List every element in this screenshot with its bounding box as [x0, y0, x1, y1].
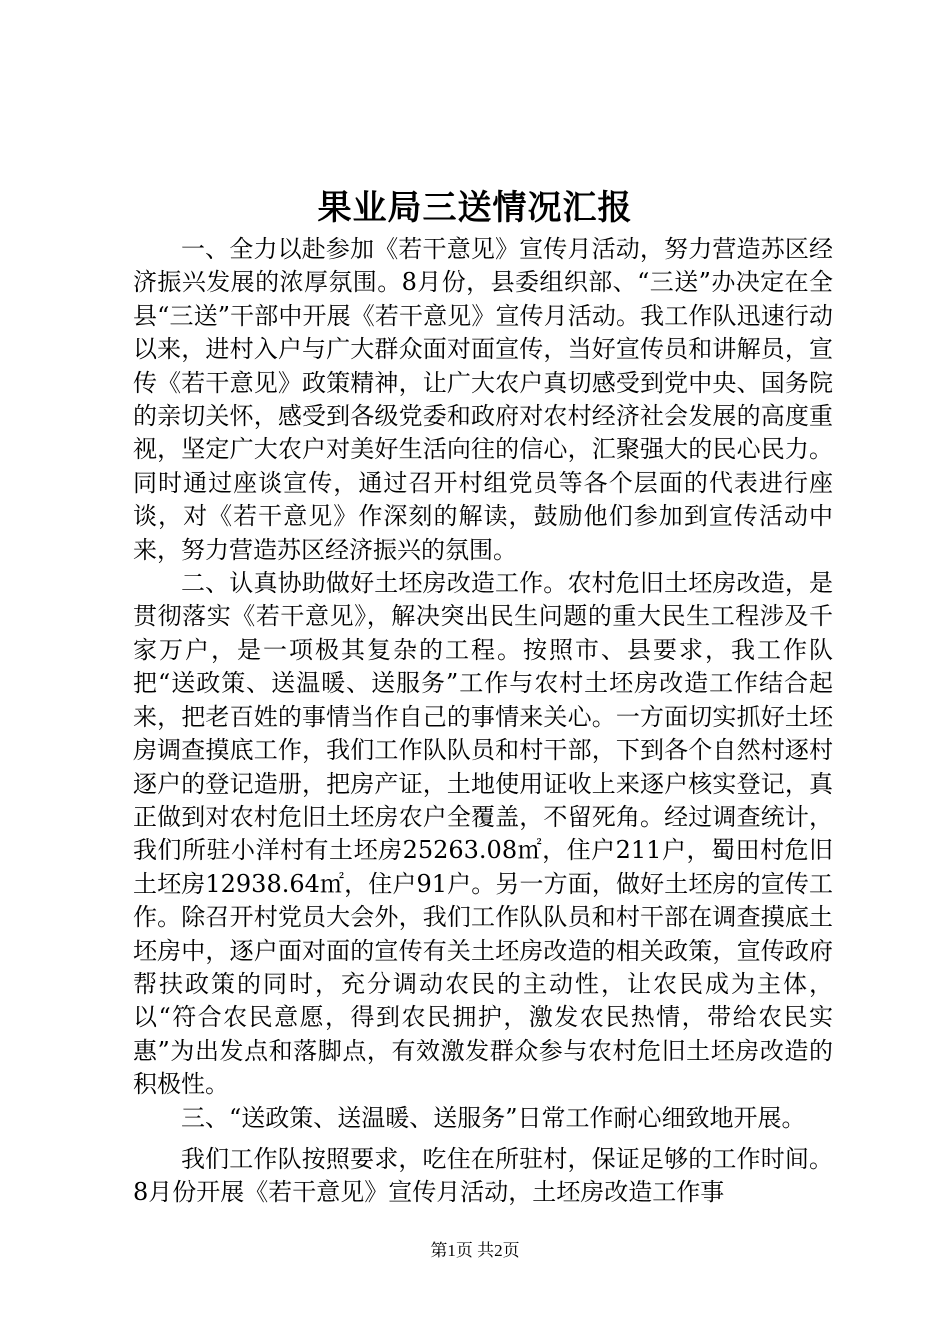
page-footer: 第1页 共2页	[430, 1241, 520, 1260]
document-body	[133, 233, 833, 1210]
document-title: 果业局三送情况汇报	[317, 188, 633, 228]
paragraph-1: 一、全力以赴参加《若干意见》宣传月活动，努力营造苏区经济振兴发展的浓厚氛围。8月份，县委组织部、“三送”办决定在全县“三送”干部中开展《若干意见》宣传月活动。我工作队迅速行动以来，进村入户与广大群众面对面宣传，当好宣传员和讲解员，宣传《若干意见》政策精神，让广大农户真切感受到党中央、国务院的亲切关怀，感受到各级党委和政府对农村经济社会发展的高度重视，坚定广大农户对美好生活向往的信心，汇聚强大的民心民力。同时通过座谈宣传，通过召开村组党员等各个层面的代表进行座谈，对《若干意见》作深刻的解读，鼓励他们参加到宣传活动中来，努力营造苏区经济振兴的氛围。	[133, 235, 833, 564]
paragraph-2: 二、认真协助做好土坯房改造工作。农村危旧土坯房改造，是贯彻落实《若干意见》，解决突出民生问题的重大民生工程涉及千家万户，是一项极其复杂的工程。按照市、县要求，我工作队把“送政策、送温暖、送服务”工作与农村土坯房改造工作结合起来，把老百姓的事情当作自己的事情来关心。一方面切实抓好土坯房调查摸底工作，我们工作队队员和村干部，下到各个自然村逐村逐户的登记造册，把房产证，土地使用证收上来逐户核实登记，真正做到对农村危旧土坯房农户全覆盖，不留死角。经过调查统计，我们所驻小洋村有土坯房25263.08㎡，住户211户，蜀田村危旧土坯房12938.64㎡，住户91户。另一方面，做好土坯房的宣传工作。除召开村党员大会外，我们工作队队员和村干部在调查摸底土坯房中，逐户面对面的宣传有关土坯房改造的相关政策，宣传政府帮扶政策的同时，充分调动农民的主动性，让农民成为主体，以“符合农民意愿，得到农民拥护，激发农民热情，带给农民实惠”为出发点和落脚点，有效激发群众参与农村危旧土坯房改造的积极性。	[133, 569, 833, 1099]
paragraph-4: 我们工作队按照要求，吃住在所驻村，保证足够的工作时间。8月份开展《若干意见》宣传月活动，土坯房改造工作事	[133, 1144, 833, 1207]
paragraph-3: 三、“送政策、送温暖、送服务”日常工作耐心细致地开展。	[181, 1103, 806, 1132]
